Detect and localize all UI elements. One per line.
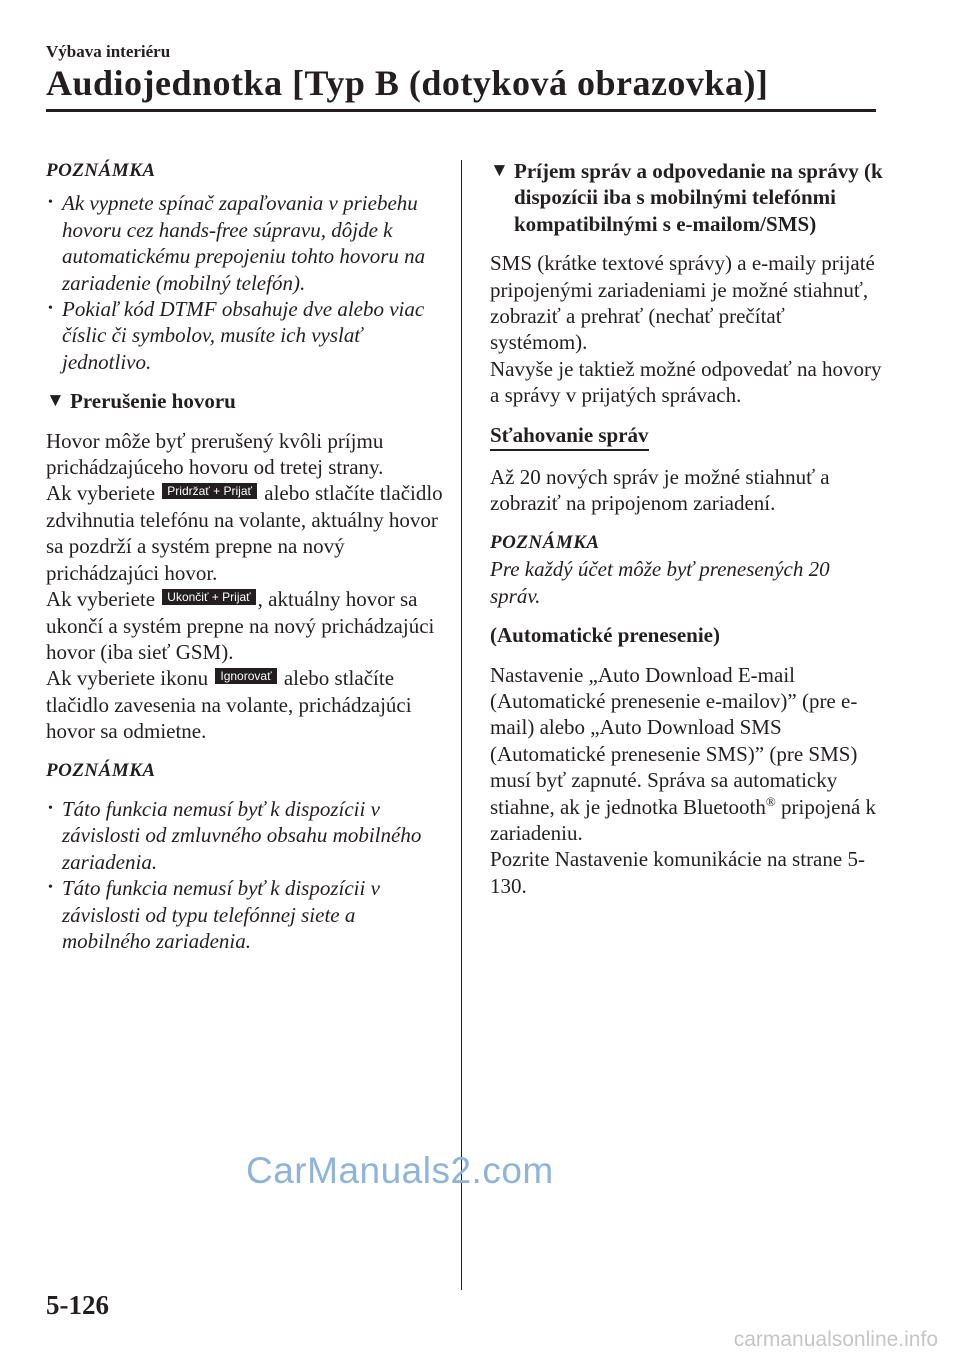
subsection-heading: ▼ Prerušenie hovoru — [46, 389, 236, 414]
note-text: Pre každý účet môže byť prenesených 20 správ. — [490, 557, 830, 608]
paragraph: Navyše je taktiež možné odpovedať na hovory a správy v prijatých správach. — [490, 356, 882, 408]
paragraph: Ak vyberiete ikonu Ignorovať alebo stlačíte tlačidlo zavesenia na volante, prichádzajúci hovor sa odmietne. — [46, 666, 412, 744]
paragraph: Až 20 nových správ je možné stiahnuť a zobraziť na pripojenom zariadení. — [490, 465, 830, 516]
paragraph: Pozrite Nastavenie komunikácie na strane 5-130. — [490, 847, 865, 898]
auto-download-heading: (Automatické prenesenie) — [490, 623, 720, 648]
title-rule — [46, 109, 876, 112]
subsection-heading: ▼ Príjem správ a odpovedanie na správy (k dispozícii iba s mobilnými telefónmi kompatibilnými s e-mailom/SMS) — [490, 159, 883, 236]
paragraph: SMS (krátke textové správy) a e-maily prijaté pripojenými zariadeniami je možné stiahnuť, zobraziť a prehrať (nechať prečítať systémom). — [490, 251, 875, 355]
section-label: Výbava interiéru — [46, 42, 171, 61]
note-heading: POZNÁMKA — [46, 759, 156, 781]
page-title: Audiojednotka [Typ B (dotyková obrazovka)] — [46, 63, 769, 103]
registered-mark: ® — [765, 793, 776, 809]
paragraph: Nastavenie „Auto Download E-mail (Automatické prenesenie e-mailov)” (pre e-mail) alebo „Auto Download SMS (Automatické prenesenie SMS)” (pre SMS) musí byť zapnuté. Správa sa automaticky stiahne, ak je jednotka Bluetooth® pripojená k zariadeniu. — [490, 662, 877, 845]
note-heading: POZNÁMKA — [490, 531, 600, 553]
hold-accept-button-label: Pridržať + Prijať — [162, 483, 257, 499]
note-bullet: • Ak vypnete spínač zapaľovania v priebehu hovoru cez hands-free súpravu, dôjde k automatickému prepojeniu tohto hovoru na zariadenie (mobilný telefón). — [46, 190, 446, 296]
page-number: 5-126 — [46, 1290, 109, 1320]
underlined-subheading: Sťahovanie správ — [490, 422, 649, 451]
paragraph: Hovor môže byť prerušený kvôli príjmu prichádzajúceho hovoru od tretej strany. — [46, 428, 384, 480]
end-accept-button-label: Ukončiť + Prijať — [162, 589, 255, 605]
left-column — [46, 158, 446, 954]
site-footer-mark: carmanualsonline.info — [733, 1328, 938, 1351]
right-column — [490, 158, 885, 899]
triangle-bullet-icon: ▼ — [490, 160, 509, 181]
note-bullet: • Táto funkcia nemusí byť k dispozícii v závislosti od zmluvného obsahu mobilného zariadenia. — [46, 796, 446, 875]
note-heading: POZNÁMKA — [46, 160, 156, 181]
note-bullet-list — [46, 796, 446, 954]
ignore-button-label: Ignorovať — [215, 668, 276, 684]
paragraph: Ak vyberiete Pridržať + Prijať alebo stlačíte tlačidlo zdvihnutia telefónu na volante, aktuálny hovor sa pozdrží a systém prepne na nový prichádzajúci hovor. — [46, 481, 443, 585]
note-bullet: • Táto funkcia nemusí byť k dispozícii v závislosti od typu telefónnej siete a mobilného zariadenia. — [46, 875, 446, 954]
column-divider — [461, 160, 462, 1290]
watermark-logo: CarManuals2.com — [246, 1150, 554, 1191]
paragraph: Ak vyberiete Ukončiť + Prijať , aktuálny hovor sa ukončí a systém prepne na nový prichádzajúci hovor (iba sieť GSM). — [46, 587, 435, 664]
note-bullet: • Pokiaľ kód DTMF obsahuje dve alebo viac číslic či symbolov, musíte ich vyslať jednotlivo. — [46, 296, 446, 375]
note-bullet-list — [46, 190, 446, 375]
triangle-bullet-icon: ▼ — [46, 390, 65, 412]
